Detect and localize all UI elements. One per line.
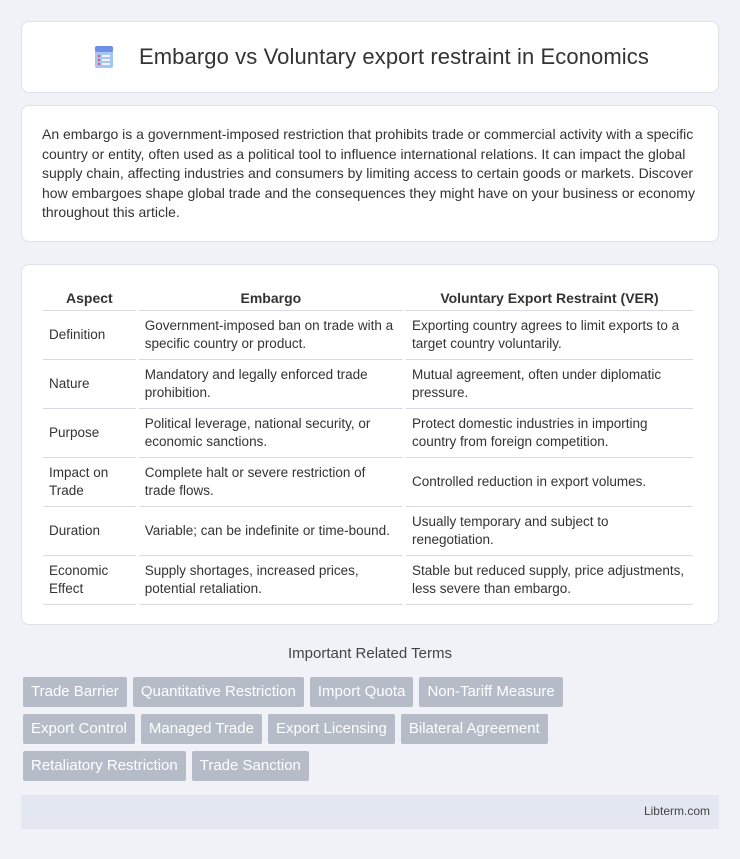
table-header-row	[43, 285, 693, 311]
tag-quantitative-restriction[interactable]: Quantitative Restriction	[133, 677, 304, 707]
cell-ver: Mutual agreement, often under diplomatic pressure.	[406, 360, 693, 409]
footer-brand[interactable]: Libterm.com	[643, 804, 710, 818]
table-row	[43, 556, 693, 605]
tag-managed-trade[interactable]: Managed Trade	[141, 714, 262, 744]
intro-card	[21, 105, 719, 242]
cell-aspect: Impact on Trade	[43, 458, 136, 507]
header-aspect: Aspect	[43, 285, 136, 311]
table-row	[43, 409, 693, 458]
tag-row	[23, 714, 723, 744]
table-row	[43, 458, 693, 507]
related-terms-heading: Important Related Terms	[288, 645, 452, 662]
tag-trade-sanction[interactable]: Trade Sanction	[192, 751, 309, 781]
cell-embargo: Government-imposed ban on trade with a specific country or product.	[139, 311, 403, 360]
tag-non-tariff-measure[interactable]: Non-Tariff Measure	[419, 677, 562, 707]
tag-trade-barrier[interactable]: Trade Barrier	[23, 677, 127, 707]
header-ver: Voluntary Export Restraint (VER)	[406, 285, 693, 311]
cell-ver: Controlled reduction in export volumes.	[406, 458, 693, 507]
tag-import-quota[interactable]: Import Quota	[310, 677, 414, 707]
cell-ver: Protect domestic industries in importing country from foreign competition.	[406, 409, 693, 458]
cell-aspect: Economic Effect	[43, 556, 136, 605]
header-embargo: Embargo	[139, 285, 403, 311]
tag-row	[23, 677, 723, 707]
cell-embargo: Supply shortages, increased prices, potential retaliation.	[139, 556, 403, 605]
cell-aspect: Purpose	[43, 409, 136, 458]
document-icon	[91, 44, 117, 70]
cell-embargo: Variable; can be indefinite or time-bound.	[139, 507, 403, 556]
tag-bilateral-agreement[interactable]: Bilateral Agreement	[401, 714, 548, 744]
cell-aspect: Nature	[43, 360, 136, 409]
cell-ver: Exporting country agrees to limit exports to a target country voluntarily.	[406, 311, 693, 360]
cell-aspect: Duration	[43, 507, 136, 556]
related-terms	[23, 677, 723, 788]
comparison-table	[40, 285, 696, 605]
cell-embargo: Political leverage, national security, or economic sanctions.	[139, 409, 403, 458]
table-row	[43, 360, 693, 409]
cell-ver: Stable but reduced supply, price adjustments, less severe than embargo.	[406, 556, 693, 605]
cell-embargo: Mandatory and legally enforced trade prohibition.	[139, 360, 403, 409]
cell-aspect: Definition	[43, 311, 136, 360]
tag-export-licensing[interactable]: Export Licensing	[268, 714, 395, 744]
title-card	[21, 21, 719, 93]
footer	[21, 795, 719, 829]
table-row	[43, 311, 693, 360]
intro-text: An embargo is a government-imposed restriction that prohibits trade or commercial activity with a specific country or entity, often used as a political tool to influence international relations. It can impact the global supply chain, affecting industries and consumers by limiting access to certain goods or markets. Discover how embargoes shape global trade and the consequences they might have on your business or economy throughout this article.	[42, 126, 695, 221]
tag-export-control[interactable]: Export Control	[23, 714, 135, 744]
comparison-card	[21, 264, 719, 625]
cell-embargo: Complete halt or severe restriction of trade flows.	[139, 458, 403, 507]
cell-ver: Usually temporary and subject to renegotiation.	[406, 507, 693, 556]
tag-row	[23, 751, 723, 781]
table-row	[43, 507, 693, 556]
tag-retaliatory-restriction[interactable]: Retaliatory Restriction	[23, 751, 186, 781]
page-title: Embargo vs Voluntary export restraint in Economics	[138, 44, 649, 69]
